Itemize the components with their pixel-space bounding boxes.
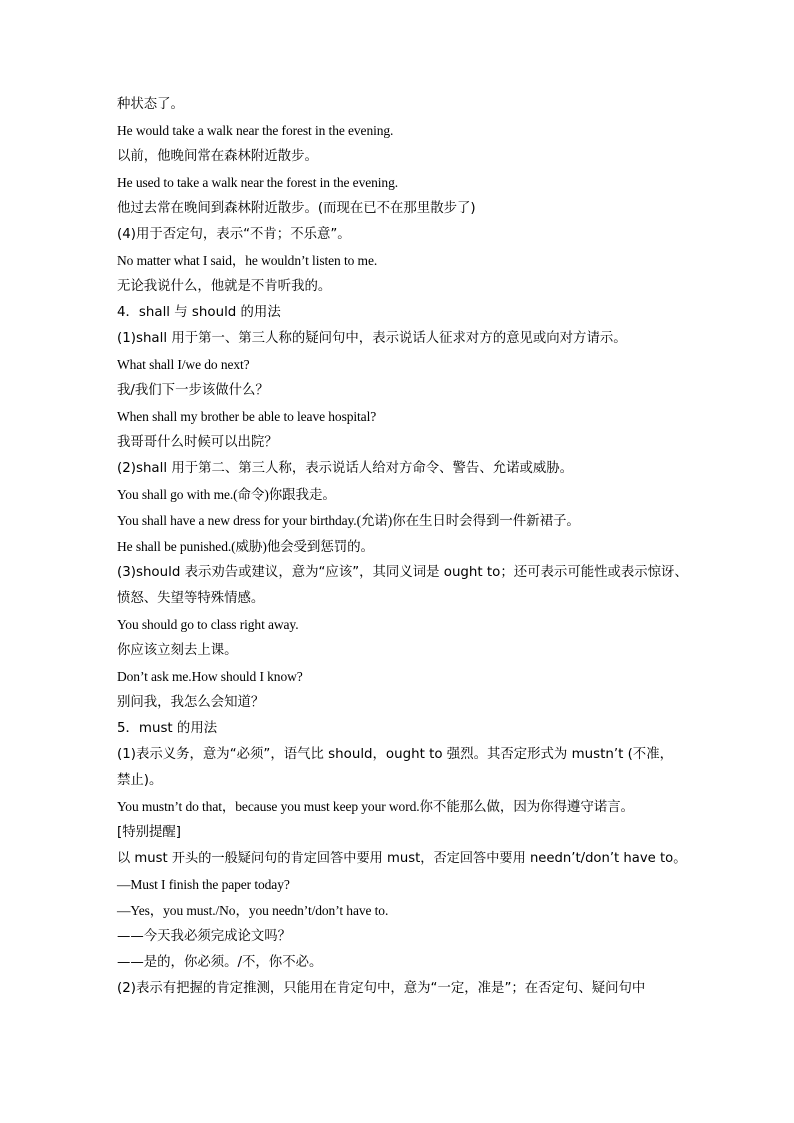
text-line: 愤怒、失望等特殊情感。: [117, 591, 265, 606]
text-line: You shall go with me.(命令)你跟我走。: [117, 487, 336, 502]
text-line: [特别提醒]: [117, 825, 182, 840]
text-line: 种状态了。: [117, 97, 184, 112]
text-line: He used to take a walk near the forest in the evening.: [117, 175, 398, 190]
text-line: You shall have a new dress for your birthday.(允诺)你在生日时会得到一件新裙子。: [117, 513, 580, 528]
text-line: —Yes，you must./No，you needn’t/don’t have to.: [117, 903, 389, 918]
text-line: 你应该立刻去上课。: [117, 643, 238, 658]
text-line: You mustn’t do that，because you must keep your word.你不能那么做，因为你得遵守诺言。: [117, 799, 634, 814]
document-body: [117, 92, 687, 1002]
text-line: 5．must 的用法: [117, 721, 218, 736]
text-line: ——是的，你必须。/不，你不必。: [117, 955, 323, 970]
text-line: Don’t ask me.How should I know?: [117, 669, 303, 684]
text-line: (2)表示有把握的肯定推测，只能用在肯定句中，意为“一定，准是”；在否定句、疑问句中: [117, 981, 646, 996]
text-line: 我哥哥什么时候可以出院？: [117, 435, 278, 450]
text-line: He shall be punished.(威胁)他会受到惩罚的。: [117, 539, 374, 554]
text-line: You should go to class right away.: [117, 617, 299, 632]
text-line: What shall I/we do next?: [117, 357, 250, 372]
text-line: 别问我，我怎么会知道？: [117, 695, 265, 710]
text-line: 我/我们下一步该做什么？: [117, 383, 269, 398]
text-line: (4)用于否定句，表示“不肯；不乐意”。: [117, 227, 351, 242]
text-line: (1)表示义务，意为“必须”，语气比 should，ought to 强烈。其否定形式为 mustn’t (不准，: [117, 747, 673, 762]
text-line: (2)shall 用于第二、第三人称，表示说话人给对方命令、警告、允诺或威胁。: [117, 461, 574, 476]
text-line: When shall my brother be able to leave hospital?: [117, 409, 377, 424]
text-line: No matter what I said，he wouldn’t listen to me.: [117, 253, 378, 268]
text-line: 禁止)。: [117, 773, 163, 788]
text-line: 无论我说什么，他就是不肯听我的。: [117, 279, 332, 294]
text-line: 4．shall 与 should 的用法: [117, 305, 281, 320]
text-line: 以前，他晚间常在森林附近散步。: [117, 149, 318, 164]
text-line: —Must I finish the paper today?: [117, 877, 290, 892]
text-line: 他过去常在晚间到森林附近散步。(而现在已不在那里散步了): [117, 201, 476, 216]
text-line: He would take a walk near the forest in the evening.: [117, 123, 394, 138]
text-line: 以 must 开头的一般疑问句的肯定回答中要用 must，否定回答中要用 needn’t/don’t have to。: [117, 851, 687, 866]
text-line: (3)should 表示劝告或建议，意为“应该”，其同义词是 ought to；还可表示可能性或表示惊讶、: [117, 565, 688, 580]
text-line: (1)shall 用于第一、第三人称的疑问句中，表示说话人征求对方的意见或向对方请示。: [117, 331, 627, 346]
text-line: ——今天我必须完成论文吗？: [117, 929, 292, 944]
